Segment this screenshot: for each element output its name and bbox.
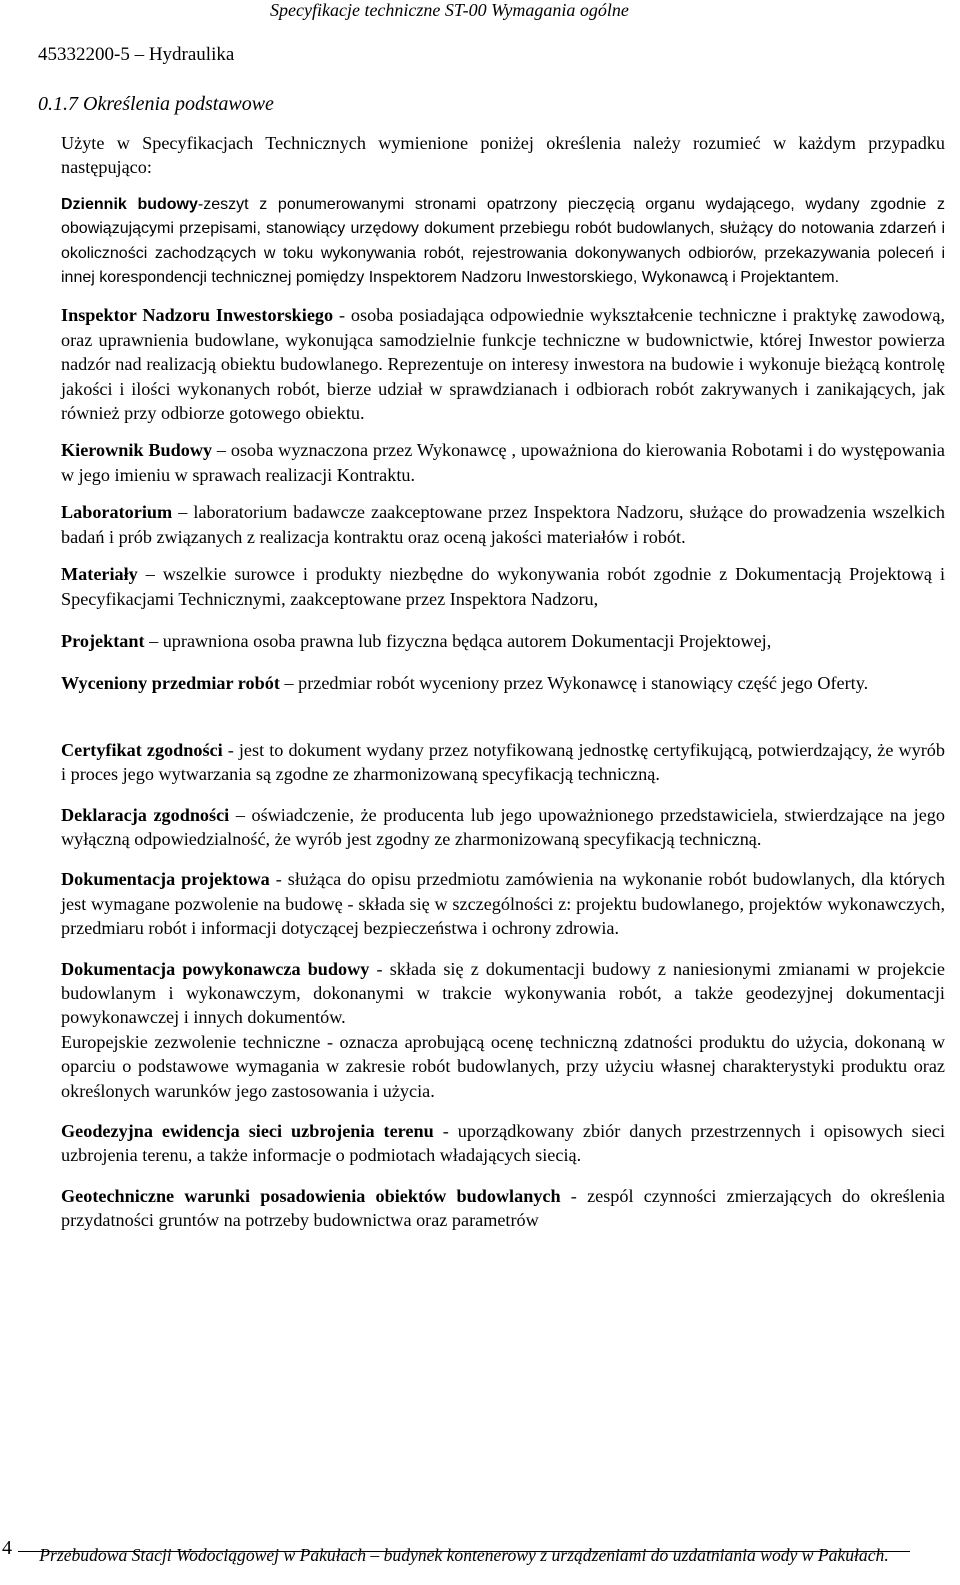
page-number: 4	[2, 1537, 12, 1559]
definition-dziennik-budowy	[61, 193, 945, 291]
document-body	[61, 131, 945, 1233]
footer-project-title: Przebudowa Stacji Wodociągowej w Pakułach – budynek kontenerowy z urządzeniami do uzdatniania wody w Pakułach.	[39, 1545, 889, 1565]
definition-projektant	[61, 629, 945, 653]
definition-inspektor-nadzoru	[61, 303, 945, 425]
header-document-title: Specyfikacje techniczne ST-00 Wymagania ogólne	[270, 0, 629, 20]
definition-dokumentacja-projektowa	[61, 867, 945, 940]
definition-wyceniony-przedmiar	[61, 671, 945, 695]
definition-text: – przedmiar robót wyceniony przez Wykonawcę i stanowiący część jego Oferty.	[279, 673, 869, 694]
definition-term: Inspektor Nadzoru Inwestorskiego	[61, 305, 334, 326]
definition-text: Europejskie zezwolenie techniczne - oznacza aprobującą ocenę techniczną zdatności produktu do użycia, dokonaną w oparciu o podstawowe wymagania w zakresie robót budowlanych, przy użyciu własnej charakterystyki produktu oraz określonych warunków jego zastosowania i użycia.	[61, 1031, 945, 1101]
definition-deklaracja-zgodnosci	[61, 803, 945, 852]
definition-term: Certyfikat zgodności	[61, 739, 223, 760]
definition-certyfikat-zgodnosci	[61, 738, 945, 787]
header-cpv-code: 45332200-5 – Hydraulika	[38, 44, 235, 65]
definition-text: – laboratorium badawcze zaakceptowane przez Inspektora Nadzoru, służące do prowadzenia wszelkich badań i prób związanych z realizacja kontraktu oraz oceną jakości materiałów i robót.	[61, 502, 945, 547]
definition-term: Deklaracja zgodności	[61, 804, 230, 825]
definition-text: - zespól czynności zmierzających do określenia przydatności gruntów na potrzeby budownictwa oraz parametrów	[61, 1185, 945, 1231]
definition-text: - składa się z dokumentacji budowy z naniesionymi zmianami w projekcie budowlanym i wykonawczym, dokonanymi w trakcie wykonywania robót, a także geodezyjnej dokumentacji powykonawczej i innych dokumentów.	[61, 958, 945, 1028]
definition-term: Kierownik Budowy	[61, 440, 213, 461]
definition-text: – osoba wyznaczona przez Wykonawcę , upoważniona do kierowania Robotami i do występowania w jego imieniu w sprawach realizacji Kontraktu.	[61, 440, 945, 485]
definition-text: - uporządkowany zbiór danych przestrzennych i opisowych sieci uzbrojenia terenu, a także informacje o podmiotach władających siecią.	[61, 1121, 945, 1166]
definition-text: - jest to dokument wydany przez notyfikowaną jednostkę certyfikującą, potwierdzający, że wyrób i proces jego wytwarzania są zgodne ze zharmonizowaną specyfikacją techniczną.	[61, 739, 945, 785]
definition-term: Dokumentacja powykonawcza budowy	[61, 958, 370, 979]
definition-term: Materiały	[61, 564, 138, 585]
definition-europejskie-zezwolenie	[61, 1030, 945, 1103]
definition-text: - osoba posiadająca odpowiednie wykształcenie techniczne i praktykę zawodową, oraz uprawnienia budowlane, wykonująca samodzielnie funkcje techniczne w budownictwie, której Inwestor powierza nadzór nad realizacją obiektu budowlanego. Reprezentuje on interesy inwestora na budowie i wykonuje bieżącą kontrolę jakości i ilości wykonanych robót, bierze udział w sprawdzianach i odbiorach robót zakrywanych i zanikających, jak również przy odbiorze gotowego obiektu.	[61, 305, 946, 424]
definition-term: Wyceniony przedmiar robót	[61, 673, 280, 694]
definition-dokumentacja-powykonawcza	[61, 957, 945, 1030]
definition-kierownik-budowy	[61, 438, 945, 487]
definition-laboratorium	[61, 500, 945, 549]
definition-text: – oświadczenie, że producenta lub jego upoważnionego przedstawiciela, stwierdzające na jego wyłączną odpowiedzialność, że wyrób jest zgodny ze zharmonizowaną specyfikacją techniczną.	[61, 804, 945, 849]
definition-materialy	[61, 562, 945, 611]
definition-text: - służąca do opisu przedmiotu zamówienia na wykonanie robót budowlanych, dla których jest wymagane pozwolenie na budowę - składa się w szczególności z: projektu budowlanego, projektów wykonawczych, przedmiaru robót i informacji dotyczącej bezpieczeństwa i ochrony zdrowia.	[61, 869, 945, 939]
definition-geodezyjna-ewidencja	[61, 1119, 945, 1168]
definition-term: Laboratorium	[61, 502, 173, 523]
definition-term: Geotechniczne warunki posadowienia obiektów budowlanych	[61, 1185, 561, 1206]
definition-geotechniczne-warunki	[61, 1184, 945, 1233]
definition-text: – wszelkie surowce i produkty niezbędne do wykonywania robót zgodnie z Dokumentacją Projektową i Specyfikacjami Technicznymi, zaakceptowane przez Inspektora Nadzoru,	[61, 564, 945, 609]
definition-text: -zeszyt z ponumerowanymi stronami opatrzony pieczęcią organu wydającego, wydany zgodnie z obowiązującymi przepisami, stanowiący urzędowy dokument przebiegu robót budowlanych, służący do notowania zdarzeń i okoliczności zachodzących w toku wykonywania robót, rejestrowania dokonywanych odbiorów, przekazywania poleceń i innej korespondencji technicznej pomiędzy Inspektorem Nadzoru Inwestorskiego, Wykonawcą i Projektantem.	[61, 195, 945, 287]
intro-paragraph: Użyte w Specyfikacjach Technicznych wymienione poniżej określenia należy rozumieć w każdym przypadku następująco:	[61, 133, 945, 178]
definition-term: Dziennik budowy	[61, 195, 198, 213]
definition-term: Geodezyjna ewidencja sieci uzbrojenia terenu	[61, 1121, 434, 1141]
section-title: 0.1.7 Określenia podstawowe	[38, 93, 274, 115]
definition-term: Projektant	[61, 630, 145, 651]
definition-term: Dokumentacja projektowa	[61, 869, 270, 890]
definition-text: – uprawniona osoba prawna lub fizyczna będąca autorem Dokumentacji Projektowej,	[144, 630, 772, 651]
